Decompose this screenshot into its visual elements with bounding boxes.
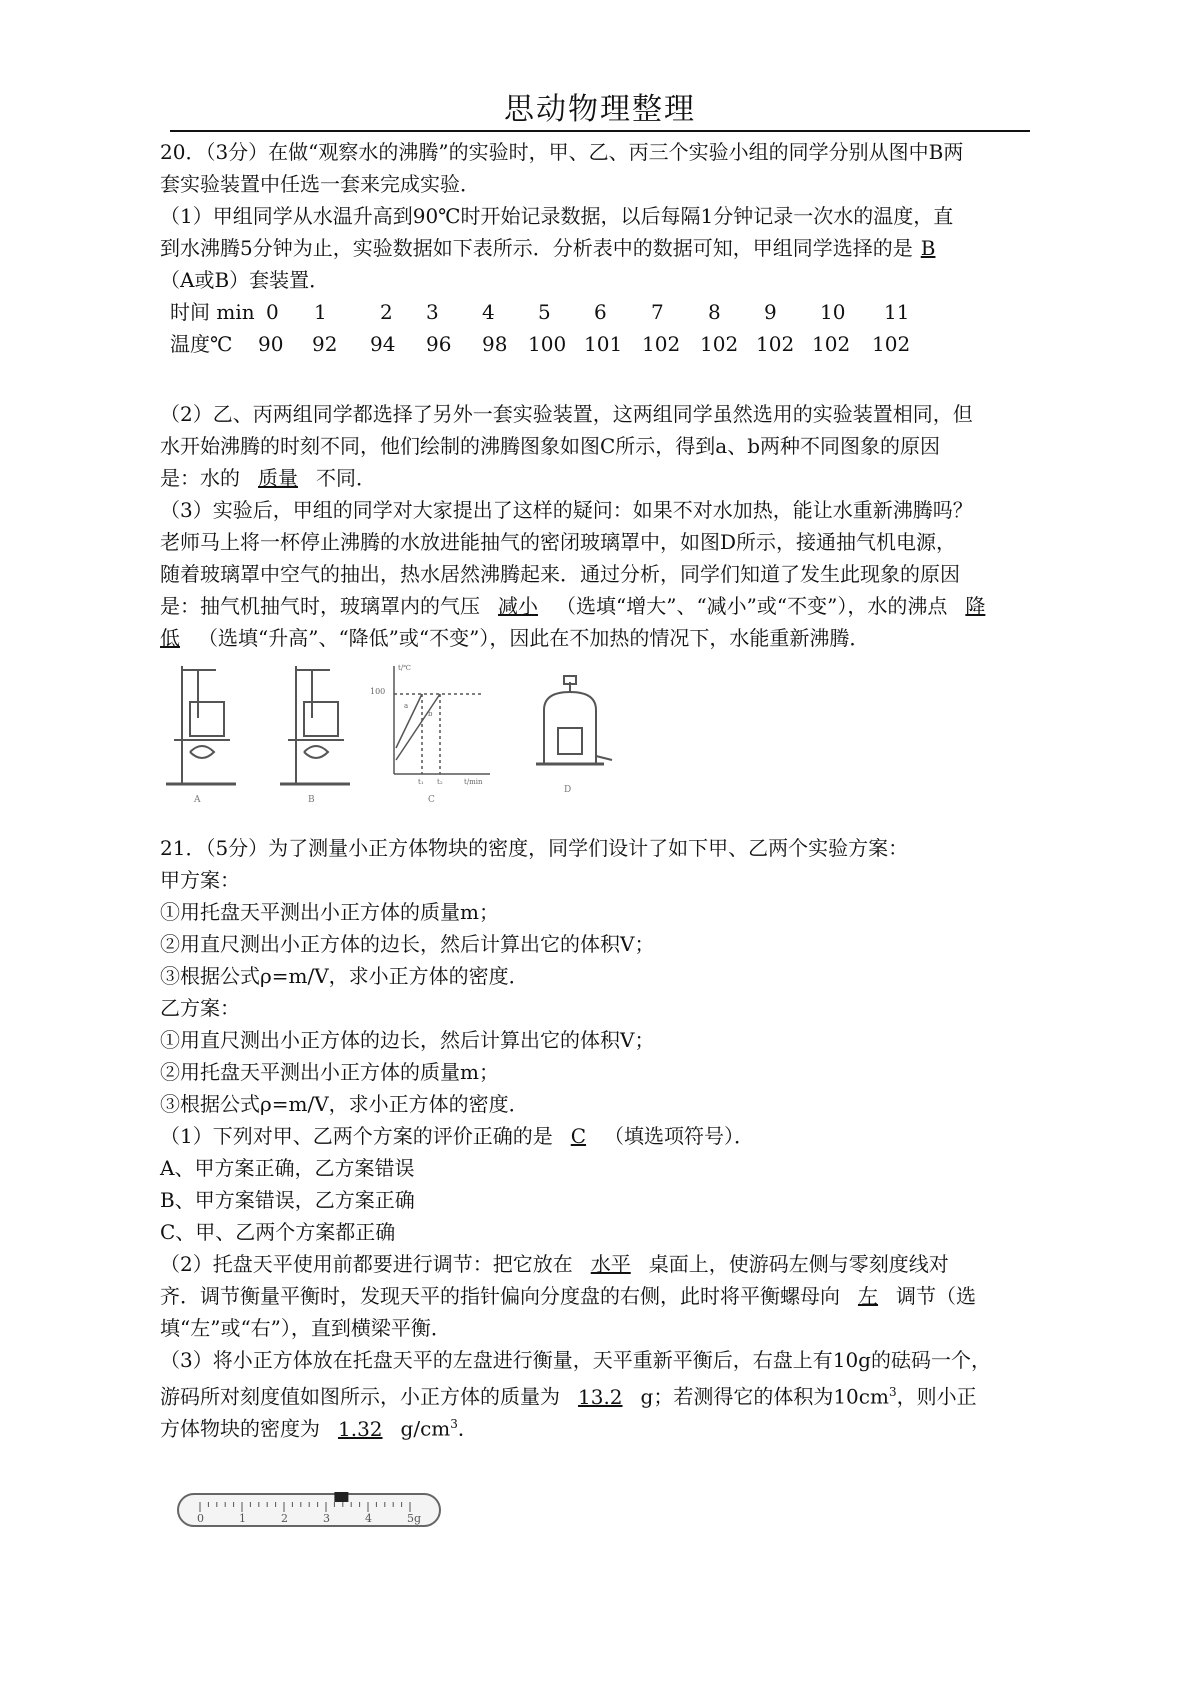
q21-option-b: B、甲方案错误，乙方案正确 [160, 1188, 415, 1212]
table-cell: 7 [651, 300, 664, 324]
q21-part3-line-1: （3）将小正方体放在托盘天平的左盘进行衡量，天平重新平衡后，右盘上有10g的砝码一个， [160, 1348, 991, 1372]
header-rule [170, 130, 1030, 132]
table-cell: 11 [884, 300, 910, 324]
table-cell: 9 [764, 300, 777, 324]
q20-part3-line-4: 是：抽气机抽气时，玻璃罩内的气压 减小 （选填“增大”、“减小”或“不变”），水的沸点 降 [160, 594, 986, 618]
balance-scale-figure [176, 1488, 442, 1532]
table-cell: 6 [594, 300, 607, 324]
q20-intro-line-2: 套实验装置中任选一套来完成实验． [160, 172, 480, 196]
table-cell: 102 [756, 332, 795, 356]
scale-tick-label: 1 [239, 1512, 246, 1525]
table-cell: 1 [314, 300, 327, 324]
table-row-time [0, 300, 1200, 324]
scale-unit: g [414, 1512, 422, 1525]
scale-tick-label: 2 [281, 1512, 288, 1525]
q20-part3-line-1: （3）实验后，甲组的同学对大家提出了这样的疑问：如果不对水加热，能让水重新沸腾吗？ [160, 498, 973, 522]
q20-part1-line-1: （1）甲组同学从水温升高到90℃时开始记录数据，以后每隔1分钟记录一次水的温度，直 [160, 204, 954, 228]
q20-answer-1: B [920, 236, 936, 260]
q20-answer-3: 减小 [498, 594, 538, 618]
table-cell: 5 [538, 300, 551, 324]
figure-a-label: A [194, 795, 201, 805]
q21-plan-a-title: 甲方案： [160, 868, 240, 892]
table-row-temperature [0, 332, 1200, 356]
figure-d-bell-jar [536, 676, 612, 764]
q20-answer-4b: 低 [160, 626, 180, 650]
q21-answer-1: C [570, 1124, 587, 1148]
table-cell: 2 [380, 300, 393, 324]
q20-answer-2: 质量 [258, 466, 298, 490]
figure-c-x-unit: t/min [464, 778, 483, 786]
table-cell: 102 [700, 332, 739, 356]
table-cell: 98 [482, 332, 508, 356]
scale-tick-label: 3 [323, 1512, 330, 1525]
q21-option-c: C、甲、乙两个方案都正确 [160, 1220, 396, 1244]
q21-part3-line-3: 方体物块的密度为 1.32 $g/cm^3$． [160, 1416, 478, 1441]
scale-tick-label: 4 [365, 1512, 372, 1525]
q21-plan-b-step-2: ②用托盘天平测出小正方体的质量m； [160, 1060, 499, 1084]
table-cell: 92 [312, 332, 338, 356]
q21-part3-line-2: 游码所对刻度值如图所示，小正方体的质量为 13.2 g；若测得它的体积为$10cm^3$，则小正 [160, 1384, 977, 1409]
figure-strip [160, 656, 630, 806]
figure-a-apparatus [166, 666, 236, 784]
q20-part3-line-5: 低 （选填“升高”、“降低”或“不变”），因此在不加热的情况下，水能重新沸腾． [160, 626, 870, 650]
q20-intro-line-1: 20．（3分）在做“观察水的沸腾”的实验时，甲、乙、丙三个实验小组的同学分别从图中B两 [160, 140, 964, 164]
scale-tick-label: 5 [407, 1512, 414, 1525]
q21-intro: 21．（5分）为了测量小正方体物块的密度，同学们设计了如下甲、乙两个实验方案： [160, 836, 909, 860]
figure-c-curve-a: a [404, 702, 409, 710]
q21-part2-line-1: （2）托盘天平使用前都要进行调节：把它放在 水平 桌面上，使游码左侧与零刻度线对 [160, 1252, 949, 1276]
q21-plan-b-step-1: ①用直尺测出小正方体的边长，然后计算出它的体积V； [160, 1028, 655, 1052]
table-cell: 8 [708, 300, 721, 324]
figure-d-label: D [564, 785, 572, 795]
q20-part2-line-3: 是：水的 质量 不同． [160, 466, 376, 490]
table-cell: 102 [872, 332, 911, 356]
scale-rider[interactable] [334, 1492, 348, 1502]
table-cell: 102 [642, 332, 681, 356]
q21-answer-2: 水平 [590, 1252, 631, 1276]
q21-option-a: A、甲方案正确，乙方案错误 [160, 1156, 415, 1180]
q21-part2-line-3: 填“左”或“右”），直到横梁平衡． [160, 1316, 451, 1340]
q21-part1: （1）下列对甲、乙两个方案的评价正确的是 C （填选项符号）． [160, 1124, 755, 1148]
q20-part3-line-2: 老师马上将一杯停止沸腾的水放进能抽气的密闭玻璃罩中，如图D所示，接通抽气机电源， [160, 530, 957, 554]
table-cell: 96 [426, 332, 452, 356]
q21-plan-b-step-3: ③根据公式ρ=m/V，求小正方体的密度． [160, 1092, 529, 1116]
figure-c-t2: t₂ [437, 778, 443, 786]
scale-beam [178, 1494, 440, 1526]
figure-c-graph [394, 666, 490, 774]
q20-part2-line-1: （2）乙、丙两组同学都选择了另外一套实验装置，这两组同学虽然选用的实验装置相同，但 [160, 402, 973, 426]
q21-part2-line-2: 齐．调节衡量平衡时，发现天平的指针偏向分度盘的右侧，此时将平衡螺母向 左 调节（选 [160, 1284, 976, 1308]
table-cell: 90 [258, 332, 284, 356]
time-label: 时间 min [170, 300, 255, 324]
table-cell: 4 [482, 300, 495, 324]
q21-plan-b-title: 乙方案： [160, 996, 240, 1020]
figure-c-t1: t₁ [418, 778, 424, 786]
figure-b-apparatus [280, 666, 350, 784]
table-cell: 0 [266, 300, 279, 324]
q20-part1-line-2: 到水沸腾5分钟为止，实验数据如下表所示．分析表中的数据可知，甲组同学选择的是 B [160, 236, 943, 260]
figure-c-y-tick: 100 [370, 687, 386, 696]
temp-label: 温度℃ [170, 332, 233, 356]
table-cell: 101 [584, 332, 623, 356]
table-cell: 3 [426, 300, 439, 324]
q20-part2-line-2: 水开始沸腾的时刻不同，他们绘制的沸腾图象如图C所示，得到a、b两种不同图象的原因 [160, 434, 941, 458]
table-cell: 10 [820, 300, 846, 324]
figure-c-curve-b: b [428, 710, 433, 718]
table-cell: 102 [812, 332, 851, 356]
q21-answer-4: 13.2 [578, 1384, 623, 1409]
q21-plan-a-step-2: ②用直尺测出小正方体的边长，然后计算出它的体积V； [160, 932, 655, 956]
q20-answer-4a: 降 [965, 594, 986, 618]
q21-answer-5: 1.32 [338, 1416, 383, 1441]
q20-part1-line-3: （A或B）套装置． [160, 268, 330, 292]
page-title: 思动物理整理 [504, 92, 696, 127]
q21-plan-a-step-3: ③根据公式ρ=m/V，求小正方体的密度． [160, 964, 529, 988]
q20-part3-line-3: 随着玻璃罩中空气的抽出，热水居然沸腾起来．通过分析，同学们知道了发生此现象的原因 [160, 562, 960, 586]
figure-c-label: C [428, 795, 435, 805]
table-cell: 100 [528, 332, 567, 356]
q21-plan-a-step-1: ①用托盘天平测出小正方体的质量m； [160, 900, 499, 924]
figure-b-label: B [308, 795, 315, 805]
q21-answer-3: 左 [858, 1284, 878, 1308]
figure-c-y-unit: t/℃ [398, 664, 412, 672]
scale-tick-label: 0 [197, 1512, 204, 1525]
table-cell: 94 [370, 332, 396, 356]
